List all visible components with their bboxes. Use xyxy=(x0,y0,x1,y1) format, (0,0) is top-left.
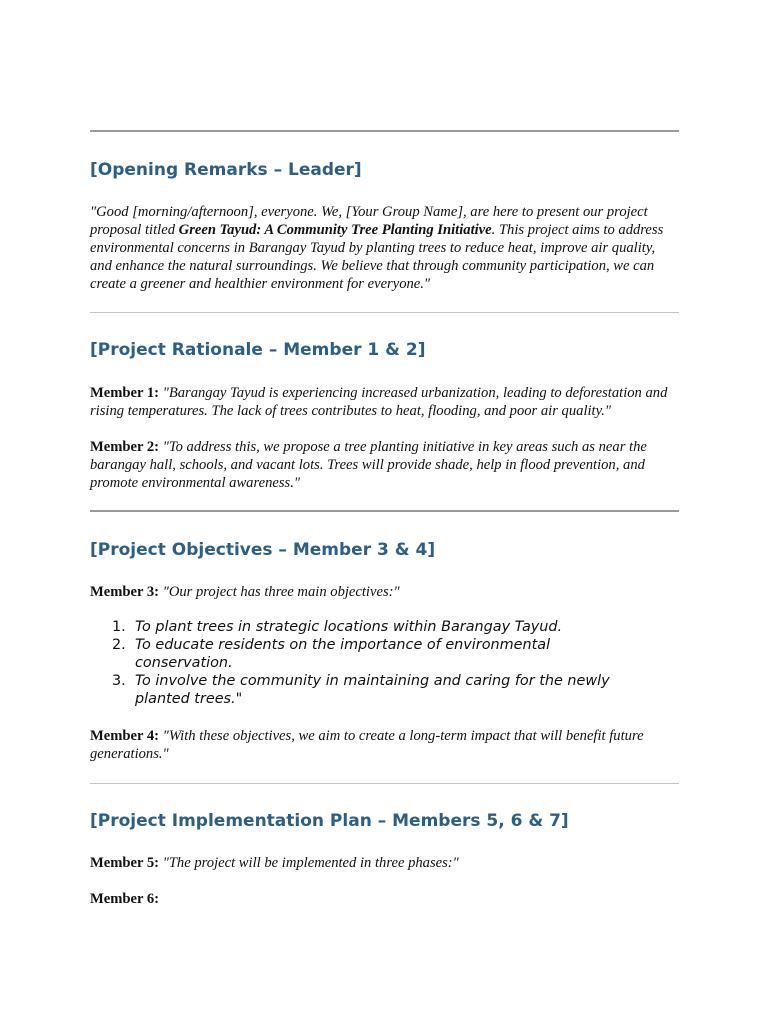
member-1-quote: "Barangay Tayud is experiencing increased urbanization, leading to deforestation and rising temperatures. The lack of trees contributes to heat, flooding, and poor air quality." xyxy=(90,385,668,419)
list-item-text: To educate residents on the importance of environmental conservation. xyxy=(135,637,551,671)
member-2-quote: "To address this, we propose a tree planting initiative in key areas such as near the barangay hall, schools, and vacant lots. Trees will provide shade, help in flood prevention, and promote environmental awareness." xyxy=(90,439,647,491)
project-title: Green Tayud: A Community Tree Planting Initiative xyxy=(178,222,492,238)
list-item xyxy=(90,636,650,672)
list-item xyxy=(90,672,650,708)
member-3-paragraph xyxy=(90,583,679,601)
section-divider xyxy=(90,130,679,132)
opening-remarks-paragraph xyxy=(90,203,679,293)
member-5-label: Member 5: xyxy=(90,855,160,871)
member-5-quote: "The project will be implemented in three phases:" xyxy=(162,855,459,871)
member-4-label: Member 4: xyxy=(90,728,160,744)
list-item-number: 1. xyxy=(112,619,126,635)
list-item-number: 3. xyxy=(112,673,126,689)
member-6-label: Member 6: xyxy=(90,891,160,907)
member-5-paragraph xyxy=(90,854,679,872)
objectives-list xyxy=(90,618,650,708)
member-2-label: Member 2: xyxy=(90,439,160,455)
project-rationale-heading: [Project Rationale – Member 1 & 2] xyxy=(90,340,426,360)
opening-text-after: . This project aims to address environmental concerns in Barangay Tayud by planting trees to reduce heat, improve air quality, and enhance the natural surroundings. We believe that through community participation, we can create a greener and healthier environment for everyone." xyxy=(90,222,664,292)
opening-text-before: "Good [morning/afternoon], everyone. We, [Your Group Name], are here to present our project proposal titled xyxy=(90,204,648,238)
section-divider xyxy=(90,312,679,313)
member-1-paragraph xyxy=(90,384,679,420)
member-1-label: Member 1: xyxy=(90,385,160,401)
list-item-tail: " xyxy=(235,691,243,707)
member-3-label: Member 3: xyxy=(90,584,160,600)
member-3-quote: "Our project has three main objectives:" xyxy=(162,584,400,600)
list-item xyxy=(90,618,650,636)
member-4-quote: "With these objectives, we aim to create a long-term impact that will benefit future generations." xyxy=(90,728,644,762)
opening-remarks-heading: [Opening Remarks – Leader] xyxy=(90,160,362,180)
list-item-number: 2. xyxy=(112,637,126,653)
list-item-text: To plant trees in strategic locations within Barangay Tayud. xyxy=(135,619,563,635)
section-divider xyxy=(90,510,679,512)
member-4-paragraph xyxy=(90,727,679,763)
list-item-text: To involve the community in maintaining and caring for the newly planted trees. xyxy=(135,673,610,707)
implementation-plan-heading: [Project Implementation Plan – Members 5, 6 & 7] xyxy=(90,811,569,831)
section-divider xyxy=(90,783,679,784)
project-objectives-heading: [Project Objectives – Member 3 & 4] xyxy=(90,540,436,560)
member-6-paragraph xyxy=(90,890,679,908)
member-2-paragraph xyxy=(90,438,679,492)
